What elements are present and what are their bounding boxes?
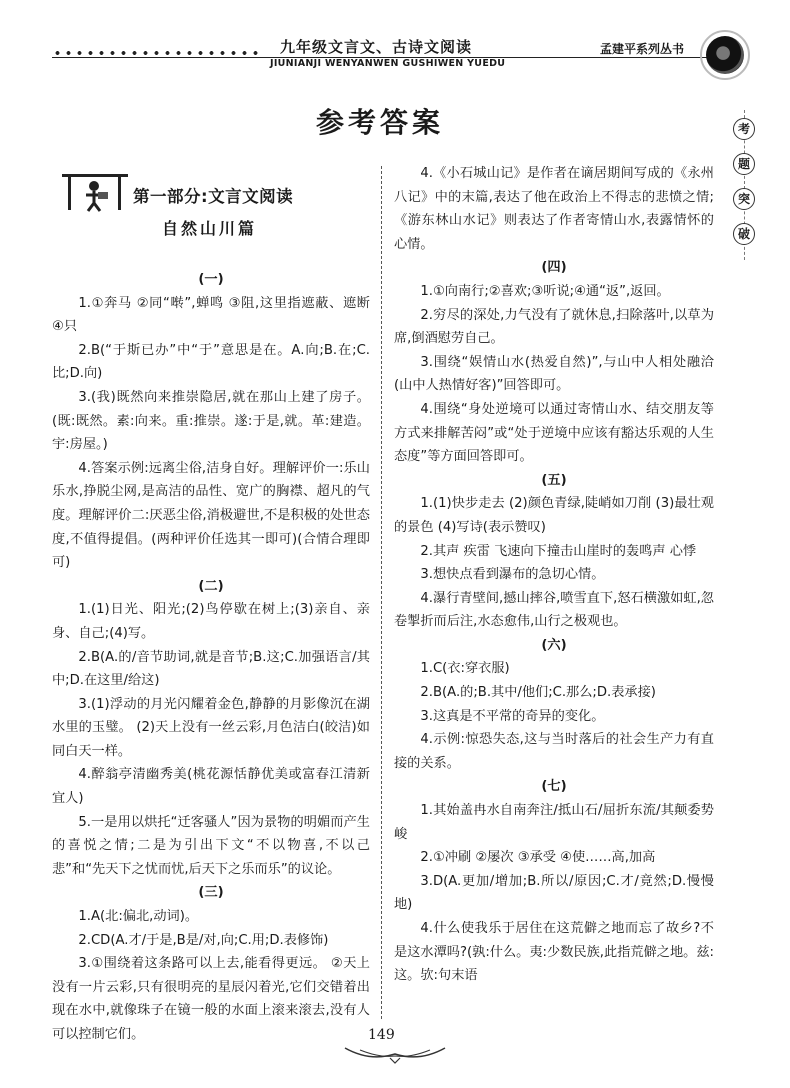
- side-tag-4: 破: [733, 223, 755, 245]
- answer-paragraph: 2.B(A.的/音节助词,就是音节;B.这;C.加强语言/其中;D.在这里/给这): [52, 649, 370, 689]
- answer-paragraph: 2.其声 疾雷 飞速向下撞击山崖时的轰鸣声 心悸: [420, 543, 697, 559]
- answer-paragraph: 3.围绕“娱情山水(热爱自然)”,与山中人相处融洽(山中人热情好客)”回答即可。: [394, 354, 714, 394]
- answer-paragraph: 1.A(北:偏北,动词)。: [78, 909, 199, 925]
- book-title: 九年级文言文、古诗文阅读: [280, 38, 473, 56]
- answer-paragraph: 2.B(“于斯已办”中“于”意思是在。A.向;B.在;C.比;D.向): [52, 342, 370, 382]
- side-tag-2: 题: [733, 153, 755, 175]
- page-title: 参考答案: [316, 106, 445, 139]
- answer-paragraph: 3.D(A.更加/增加;B.所以/原因;C.才/竟然;D.慢慢地): [394, 873, 714, 913]
- answer-paragraph: 1.(1)快步走去 (2)颜色青绿,陡峭如刀削 (3)最壮观的景色 (4)写诗(表示赞叹): [394, 496, 714, 535]
- section-heading: (五): [541, 472, 567, 488]
- series-name: 孟建平系列丛书: [600, 42, 685, 56]
- side-tag-1: 考: [733, 118, 755, 140]
- answer-paragraph: 1.(1)日光、阳光;(2)鸟停歇在树上;(3)亲自、亲身、自己;(4)写。: [52, 602, 370, 641]
- header-rule: [52, 57, 708, 58]
- header-dot-row: [52, 50, 262, 56]
- answer-paragraph: 1.①奔马 ②同“啭”,蝉鸣 ③阻,这里指遮蔽、遮断 ④只: [52, 295, 370, 335]
- answer-paragraph: 4.瀑行青壁间,撼山摔谷,喷雪直下,怒石横激如虹,忽卷掣折而后注,水态愈伟,山行之极观也。: [394, 590, 714, 630]
- column-divider: [381, 166, 382, 1019]
- answer-paragraph: 2.穷尽的深处,力气没有了就休息,扫除落叶,以草为席,倒酒慰劳自己。: [394, 307, 714, 347]
- series-logo-icon: [706, 36, 744, 74]
- side-tag-3: 突: [733, 188, 755, 210]
- section-heading: (四): [541, 260, 567, 276]
- footer-ornament-icon: [340, 1044, 450, 1064]
- answer-paragraph: 2.B(A.的;B.其中/他们;C.那么;D.表承接): [420, 685, 656, 701]
- answer-paragraph: 3.想快点看到瀑布的急切心情。: [420, 567, 605, 583]
- part-title: 第一部分:文言文阅读: [133, 187, 294, 206]
- answer-paragraph: 3.这真是不平常的奇异的变化。: [420, 708, 605, 724]
- chapter-title: 自然山川篇: [162, 219, 258, 238]
- page-number: 149: [368, 1027, 395, 1043]
- reading-figure-icon: [60, 170, 130, 212]
- section-heading: (六): [541, 637, 567, 653]
- answer-paragraph: 5.一是用以烘托“迁客骚人”因为景物的明媚而产生的喜悦之情;二是为引出下文“不以物喜,不以己悲”和“先天下之忧而忧,后天下之乐而乐”的议论。: [52, 814, 370, 877]
- section-heading: (七): [541, 779, 567, 795]
- answer-paragraph: 2.CD(A.才/于是,B是/对,向;C.用;D.表修饰): [78, 932, 329, 948]
- answer-paragraph: 4.醉翁亭清幽秀美(桃花源恬静优美或富春江清新宜人): [52, 767, 370, 807]
- answer-paragraph: 2.①冲刷 ②屡次 ③承受 ④使……高,加高: [420, 850, 656, 866]
- answer-paragraph: 1.C(衣:穿衣服): [420, 661, 510, 677]
- answer-paragraph: 4.答案示例:远离尘俗,洁身自好。理解评价一:乐山乐水,挣脱尘网,是高洁的品性、宽广的胸襟、超凡的气度。理解评价二:厌恶尘俗,消极避世,不是积极的处世态度,不值得提倡。(两种评价任选其一即可)(合情合理即可): [52, 460, 370, 571]
- answer-paragraph: 3.①围绕着这条路可以上去,能看得更远。 ②天上没有一片云彩,只有很明亮的星辰闪着光,它们交错着出现在水中,就像珠子在镜一般的水面上滚来滚去,没有人可以控制它们。: [52, 956, 370, 1042]
- answer-paragraph: 4.示例:惊恐失态,这与当时落后的社会生产力有直接的关系。: [394, 732, 714, 771]
- answer-paragraph: 3.(我)既然向来推崇隐居,就在那山上建了房子。(既:既然。素:向来。重:推崇。遂:于是,就。革:建造。宇:房屋。): [52, 389, 370, 453]
- section-heading: (三): [198, 885, 224, 901]
- answer-paragraph: 4.围绕“身处逆境可以通过寄情山水、结交朋友等方式来排解苦闷”或“处于逆境中应该有豁达乐观的人生态度”等方面回答即可。: [394, 401, 714, 465]
- answer-paragraph: 1.其始盖冉水自南奔注/抵山石/屈折东流/其颠委势峻: [394, 803, 714, 842]
- answer-paragraph: 1.①向南行;②喜欢;③听说;④通“返”,返回。: [420, 283, 670, 299]
- answer-paragraph: 3.(1)浮动的月光闪耀着金色,静静的月影像沉在湖水里的玉璧。 (2)天上没有一丝云彩,月色洁白(皎洁)如同白天一样。: [52, 696, 370, 759]
- right-column: [394, 162, 714, 988]
- book-title-pinyin: JIUNIANJI WENYANWEN GUSHIWEN YUEDU: [270, 58, 506, 69]
- left-column: [52, 268, 370, 1047]
- section-heading: (二): [198, 578, 224, 594]
- answer-paragraph: 4.什么使我乐于居住在这荒僻之地而忘了故乡?不是这水潭吗?(孰:什么。夷:少数民族,此指荒僻之地。兹:这。欤:句末语: [394, 921, 714, 984]
- section-heading: (一): [198, 272, 224, 287]
- answer-paragraph: 4.《小石城山记》是作者在谪居期间写成的《永州八记》中的末篇,表达了他在政治上不得志的悲愤之情;《游东林山水记》则表达了作者寄情山水,表露情怀的心情。: [394, 166, 714, 252]
